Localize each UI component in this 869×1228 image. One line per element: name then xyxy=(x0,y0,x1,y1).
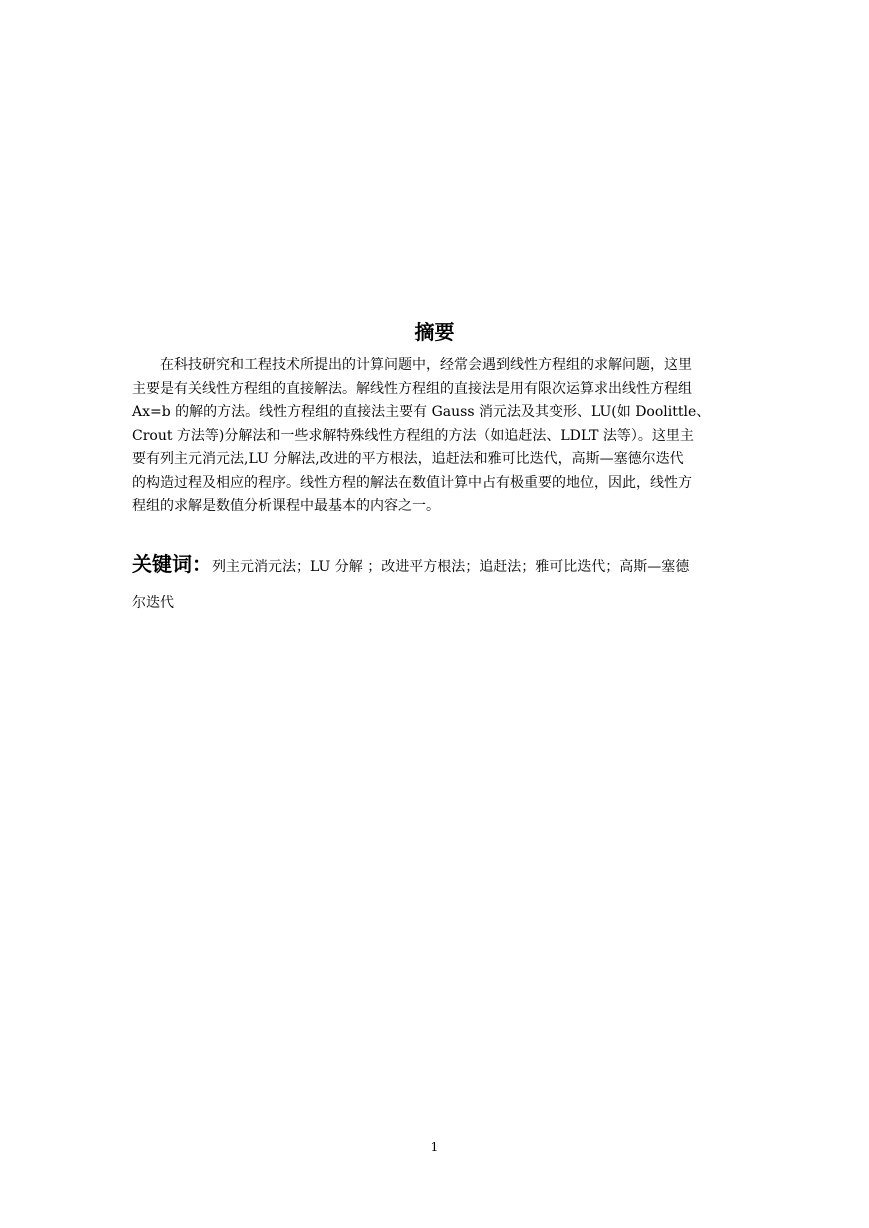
abstract-line: 程组的求解是数值分析课程中最基本的内容之一。 xyxy=(132,498,440,514)
page-number: 1 xyxy=(430,1140,439,1154)
keywords-text: 列主元消元法；LU 分解 ；改进平方根法；追赶法；雅可比迭代；高斯—塞德 xyxy=(212,559,690,575)
abstract-line: 要有列主元消元法,LU 分解法,改进的平方根法，追赶法和雅可比迭代，高斯—塞德尔迭代 xyxy=(132,451,684,467)
keywords-line xyxy=(132,546,738,585)
abstract-paragraph xyxy=(132,354,738,519)
abstract-line: Crout 方法等)分解法和一些求解特殊线性方程组的方法（如追赶法、LDLT 法等）。这里主 xyxy=(132,427,694,444)
abstract-line: Ax=b 的解的方法。线性方程组的直接法主要有 Gauss 消元法及其变形、LU(如 Doolittle、 xyxy=(132,404,711,420)
abstract-line: 主要是有关线性方程组的直接解法。解线性方程组的直接法是用有限次运算求出线性方程组 xyxy=(132,380,692,397)
keywords-label: 关键词： xyxy=(132,552,212,576)
keywords-paragraph xyxy=(132,546,738,621)
abstract-title: 摘要 xyxy=(414,320,455,344)
abstract-line: 的构造过程及相应的程序。线性方程的解法在数值计算中占有极重要的地位，因此，线性方 xyxy=(132,474,692,491)
keywords-continuation: 尔迭代 xyxy=(132,595,174,611)
abstract-line: 在科技研究和工程技术所提出的计算问题中，经常会遇到线性方程组的求解问题，这里 xyxy=(160,357,692,373)
